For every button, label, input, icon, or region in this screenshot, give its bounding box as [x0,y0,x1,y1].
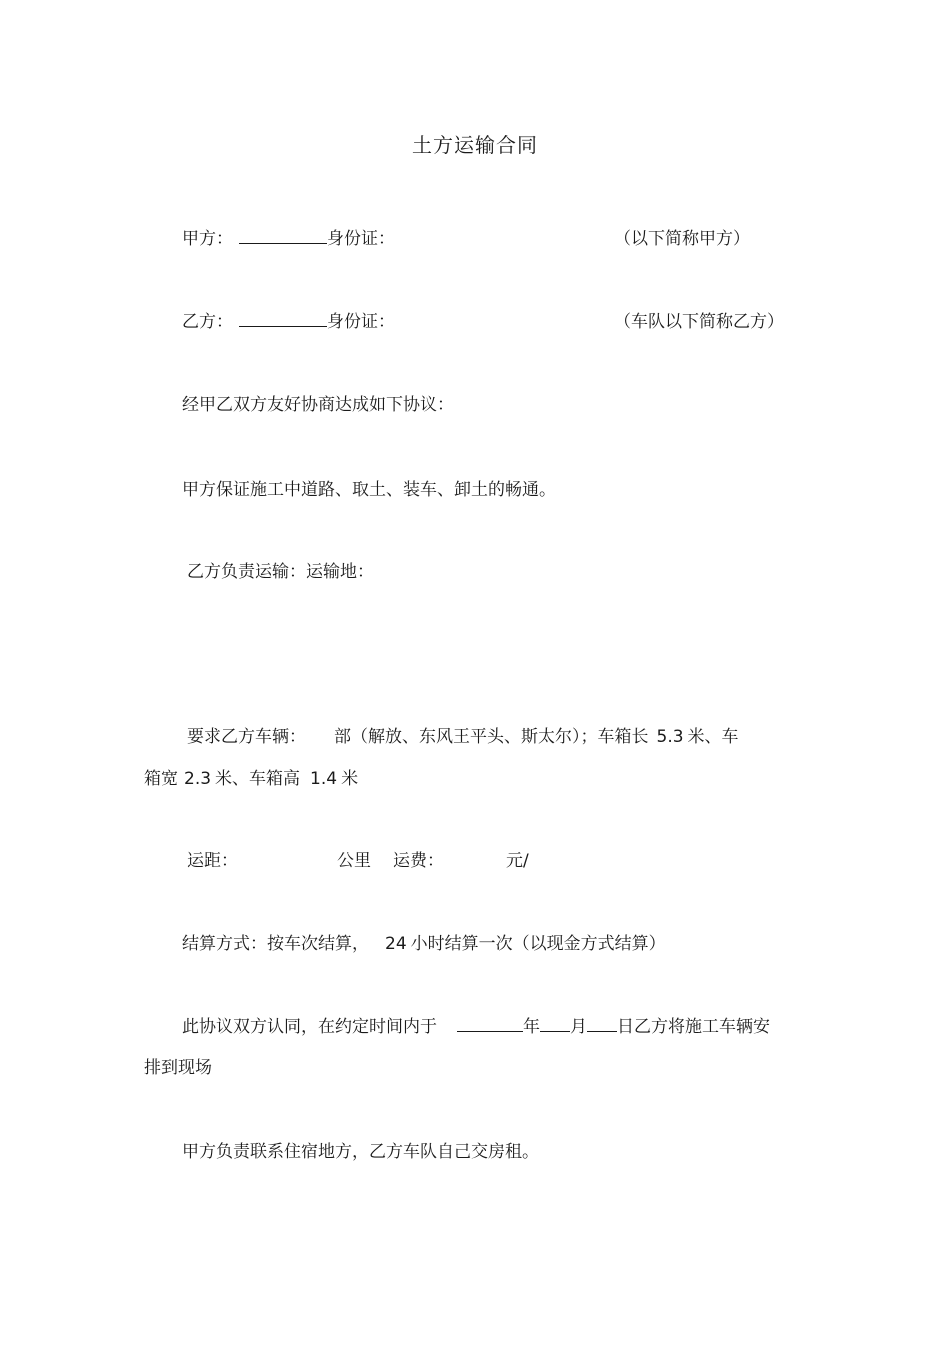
party-a-line [182,228,395,250]
vehicles-line-1 [187,726,739,748]
party-a-label: 甲方： [182,229,233,249]
party-a-note: （以下简称甲方） [614,229,750,249]
width-label: 箱宽 [144,769,178,789]
height-label: 米、车箱高 [215,769,301,789]
arrival-line-1 [182,1016,770,1038]
settlement-hours: 24 [385,934,407,954]
arrival-line-2: 排到现场 [144,1058,212,1078]
vehicle-length: 5.3 [656,727,684,747]
party-b-line [182,311,395,333]
clause-transport: 乙方负责运输：运输地： [187,562,374,582]
fee-label: 运费： [393,851,444,871]
arrival-text: 此协议双方认同，在约定时间内于 [182,1017,437,1037]
party-b-id-label: 身份证： [327,312,395,332]
settlement-line [182,933,666,955]
fee-unit: 元/ [506,851,529,871]
party-a-name-blank [239,228,327,244]
settlement-label: 结算方式：按车次结算， [182,934,369,954]
lodging-clause: 甲方负责联系住宿地方，乙方车队自己交房租。 [182,1142,539,1162]
party-b-label: 乙方： [182,312,233,332]
month-blank [540,1016,570,1032]
year-label: 年 [523,1017,540,1037]
vehicles-line-2 [144,768,358,790]
intro-text: 经甲乙双方友好协商达成如下协议： [182,395,454,415]
height-unit: 米 [341,769,359,789]
distance-unit: 公里 [337,851,371,871]
party-b-name-blank [239,311,327,327]
vehicles-part3: 米、车 [687,727,739,747]
month-label: 月 [570,1017,587,1037]
party-a-id-label: 身份证： [327,229,395,249]
settlement-rest: 小时结算一次（以现金方式结算） [410,934,666,954]
year-blank [457,1016,523,1032]
vehicle-width: 2.3 [184,769,212,789]
day-blank [587,1016,617,1032]
vehicles-label: 要求乙方车辆： [187,727,306,747]
clause-roads: 甲方保证施工中道路、取土、装车、卸土的畅通。 [182,480,556,500]
party-b-note: （车队以下简称乙方） [614,312,784,332]
vehicle-height: 1.4 [310,769,338,789]
document-title: 土方运输合同 [412,133,538,157]
day-rest: 日乙方将施工车辆安 [617,1017,770,1037]
vehicles-types: 部（解放、东风王平头、斯太尔）；车箱长 [334,727,649,747]
distance-label: 运距： [187,851,238,871]
